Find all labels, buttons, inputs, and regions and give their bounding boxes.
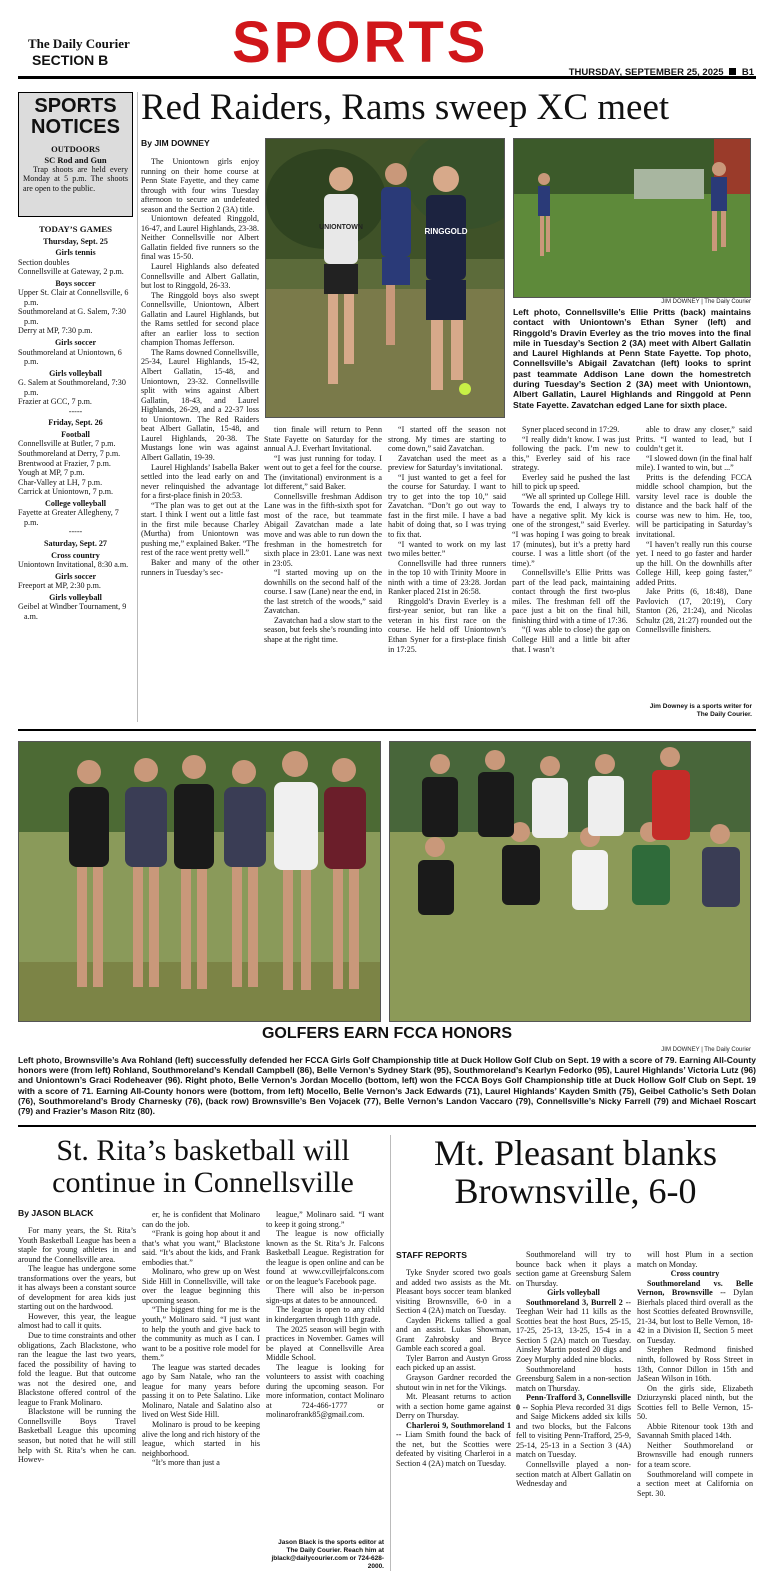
paragraph: “I started off the season not strong. My times are starting to come down,” said Zavatchan. bbox=[388, 425, 506, 454]
paragraph: The league is now officially known as the St. Rita’s Jr. Falcons Basketball League. Registration for the league is open online and can be found at www.cvillejrfalcons.com or on the league’s Facebook page. bbox=[266, 1229, 384, 1286]
result-text: Cayden Pickens tallied a goal and an assist. Lukas Showman, Grant Zahrobsky and Bryce Gamble each scored a goal. bbox=[396, 1315, 511, 1354]
paragraph bbox=[516, 1393, 631, 1460]
paragraph: Molinaro, who grew up on West Side Hill in Connellsville, will take over the league beginning this upcoming season. bbox=[142, 1267, 260, 1305]
games-line: Upper St. Clair at Connellsville, 6 p.m. bbox=[18, 288, 129, 307]
square-icon bbox=[729, 68, 736, 75]
todays-games-list bbox=[18, 225, 133, 725]
paragraph: Connellsville had three runners in the top 10 with Trinity Moore in ninth with a time of 23:28. Jordan Ranker placed 21st in 26:58. bbox=[388, 558, 506, 597]
xc-runners-illustration bbox=[266, 139, 505, 418]
games-heading: Boys soccer bbox=[55, 278, 96, 288]
paragraph: The Rams downed Connellsville, 25-34, Laurel Highlands, 15-42, Albert Gallatin, 15-48, and Uniontown, 23-32. Connellsville split with wins against Albert Gallatin, 18-43, and Laurel Highlands, 26-29, and a 22-37 loss to Uniontown. The Red Raiders beat Albert Gallatin, 15-48, and Laurel Highlands, 20-38. The Mustangs lone win was against Albert Gallatin, 19-39. bbox=[141, 347, 259, 462]
mp-column-2 bbox=[516, 1250, 631, 1568]
notices-title-1: SPORTS bbox=[34, 95, 117, 117]
games-line: G. Salem at Southmoreland, 7:30 p.m. bbox=[18, 378, 126, 397]
paragraph bbox=[637, 1250, 753, 1269]
rita-column-1 bbox=[18, 1226, 136, 1566]
paragraph: league,” Molinaro said. “I want to keep it going strong.” bbox=[266, 1210, 384, 1229]
paragraph: tion finale will return to Penn State Fayette on Saturday for the annual A.J. Everhart Invitational. bbox=[264, 425, 382, 454]
games-line: Uniontown Invitational, 8:30 a.m. bbox=[18, 560, 129, 570]
section-label: SECTION B bbox=[32, 52, 109, 68]
result-lead: Charleroi 9, Southmoreland 1 -- bbox=[396, 1420, 511, 1440]
result-text: Southmoreland hosts Greensburg Salem in a non-section match on Thursday. bbox=[516, 1364, 631, 1393]
golf-headline: GOLFERS EARN FCCA HONORS bbox=[261, 1025, 513, 1042]
paragraph: Jake Pritts (6, 18:48), Dane Pavlovich (17, 20:19), Cory Stanton (26, 21:24), and Nicolas Schultz (28, 21:27) rounded out the Connellsville finishers. bbox=[636, 587, 752, 635]
games-heading: Saturday, Sept. 27 bbox=[44, 538, 107, 548]
result-text: Teeghan Weir had 11 kills as the Scotties beat the host Bucs, 25-15, 17-25, 25-13, 13-25, 15-4 in a Section 5 (2A) match on Tuesday. Ainsley Martin posted 20 digs and Zoey Murphy added nine blocks. bbox=[516, 1307, 631, 1365]
paragraph: Due to time constraints and other obligations, Zach Blackstone, who ran the league the last two years, faced the possibility of having to fold the league. But that outcome was not the desired one, and Blackstone offered control of the league to Frank Molinaro. bbox=[18, 1331, 136, 1407]
date-text: THURSDAY, SEPTEMBER 25, 2025 bbox=[568, 67, 724, 78]
paragraph bbox=[396, 1373, 511, 1392]
games-line: Connellsville at Butler, 7 p.m. bbox=[18, 439, 116, 449]
result-lead: Southmoreland 3, Burrell 2 -- bbox=[526, 1297, 631, 1307]
paragraph: “We all sprinted up College Hill. Towards the end, I always try to have a negative split. My kick is one of the strongest,” said Everley. “I was hoping I was going to break 17 (minutes), but it’s a pretty hard course. I was a little short (of the time).” bbox=[512, 491, 630, 568]
games-line: Carrick at Uniontown, 7 p.m. bbox=[18, 487, 114, 497]
result-text: On the girls side, Elizabeth Dziurzynski placed ninth, but the Scotties fell to Belle Vernon, 15-50. bbox=[637, 1383, 753, 1422]
sports-notices-box bbox=[18, 92, 133, 217]
paragraph: The league is open to any child in kindergarten through 11th grade. bbox=[266, 1305, 384, 1325]
golf-girls-illustration bbox=[19, 742, 381, 1022]
paragraph: Zavatchan had a slow start to the season, but feels she’s rounding into shape at the right time. bbox=[264, 615, 382, 645]
paragraph bbox=[516, 1460, 631, 1489]
games-line: Southmoreland at Uniontown, 6 p.m. bbox=[18, 347, 122, 367]
paragraph: Pritts is the defending FCCA middle school champion, but the varsity level race is double the distance and the back half of the course was new to him. He, too, will be participating in Saturday’s invitational. bbox=[636, 472, 752, 540]
paragraph: The 2025 season will begin with practices in November. Games will be played at Connellsville Area Middle School. bbox=[266, 1324, 384, 1363]
paragraph: Ringgold’s Dravin Everley is a first-year senior, but ran like a veteran in his first race on the course. He held off Uniontown’s Ethan Syner for a first-place finish in 17:25. bbox=[388, 596, 506, 654]
paragraph: “The plan was to get out at the start. I think I went out a little fast in the first mile because Charley (Murtha) from Uniontown was pushing me,” explained Baker. “The rest of the race went pretty well.” bbox=[141, 500, 259, 558]
xc-byline: By JIM DOWNEY bbox=[141, 138, 210, 148]
games-line: Frazier at GCC, 7 p.m. bbox=[18, 397, 92, 407]
paragraph bbox=[637, 1441, 753, 1470]
xc-writer-tag: Jim Downey is a sports writer for The Daily Courier. bbox=[649, 703, 752, 718]
paragraph: The Ringgold boys also swept Connellsville, Uniontown, Albert Gallatin and Laurel Highlands, but the Rams settled for second place after an earlier loss to section champion Thomas Jefferson. bbox=[141, 290, 259, 348]
mp-byline: STAFF REPORTS bbox=[396, 1250, 467, 1260]
paragraph: “I slowed down (in the final half mile). I wanted to win, but ...” bbox=[636, 453, 752, 473]
paragraph: Uniontown defeated Ringgold, 16-47, and Laurel Highlands, 23-38. Neither Connellsville nor Albert Gallatin fielded five runners so the final was 15-50. bbox=[141, 214, 259, 262]
games-heading: Girls tennis bbox=[55, 248, 96, 258]
paper-name: The Daily Courier bbox=[28, 36, 130, 51]
result-text: will host Plum in a section match on Monday. bbox=[637, 1250, 753, 1269]
xc-headline: Red Raiders, Rams sweep XC meet bbox=[141, 87, 670, 128]
games-line: Connellsville at Gateway, 2 p.m. bbox=[18, 267, 124, 277]
paragraph bbox=[637, 1384, 753, 1422]
result-text: Southmoreland will compete in a section meet at California on Sept. 30. bbox=[637, 1469, 753, 1498]
paragraph: “(I was able to close) the gap on College Hill and a little bit after that. I wasn’t bbox=[512, 625, 630, 654]
paragraph: Connellsville’s Ellie Pritts was part of the lead pack, maintaining contact through the first two-plus miles. The freshman fell off the pace just a bit on the final hill, finishing third with a time of 17:36. bbox=[512, 568, 630, 625]
result-text: Liam Smith found the back of the net, but the Scotties were defeated by visiting Charleroi in a Section 4 (2A) match on Tuesday. bbox=[396, 1430, 511, 1468]
games-line: Southmoreland at Derry, 7 p.m. bbox=[18, 449, 121, 459]
sports-title: SPORTS bbox=[232, 10, 489, 75]
paragraph: Everley said he pushed the last hill to pick up speed. bbox=[512, 472, 630, 492]
paragraph bbox=[396, 1316, 511, 1354]
paragraph: “It’s more than just a bbox=[152, 1458, 220, 1468]
paragraph bbox=[637, 1279, 753, 1346]
paragraph: “The biggest thing for me is the youth,” Molinaro said. “I just want to help the youth and give back to the community as much as I can. I want to be a positive role model for them.” bbox=[142, 1305, 260, 1363]
paragraph: For many years, the St. Rita’s Youth Basketball League has been a staple for young athletes in and around the Connellsville area. bbox=[18, 1226, 136, 1264]
xc-column-3 bbox=[388, 425, 506, 725]
games-line: Geibel at Windber Tournament, 9 a.m. bbox=[18, 602, 127, 621]
rita-headline: St. Rita’s basketball will continue in Connellsville bbox=[52, 1134, 354, 1199]
result-text: Tyke Snyder scored two goals and added two assists as the Mt. Pleasant boys soccer team blanked visiting Brownsville, 6-0 in a Section 4 (2A) match on Tuesday. bbox=[396, 1268, 511, 1316]
paragraph: able to draw any closer,” said Pritts. “I wanted to lead, but I couldn’t get it. bbox=[636, 425, 752, 454]
todays-games-title: TODAY’S GAMES bbox=[38, 225, 113, 234]
games-line: Southmoreland at G. Salem, 7:30 p.m. bbox=[18, 307, 126, 326]
golf-caption: Left photo, Brownsville’s Ava Rohland (left) successfully defended her FCCA Girls Golf Championship title at Duck Hollow Golf Club on Sept. 19 with a score of 79. Earning All-County honors were (from left) Rohland, Southmoreland’s Kendall Campbell (86), Belle Vernon’s Sydney Stark (95), Southmoreland’s Kearlyn Fedorko (95), Laurel Highlands’ Victoria Lutz (96) and Uniontown’s Graci Rodeheaver (96). Right photo, Belle Vernon’s Jordan Mocello (bottom, left) won the FCCA Boys Golf Championship title at Duck Hollow Golf Club on Sept. 19 with a score of 71. Earning All-County honors were (bottom, from left) Mocello, Belle Vernon’s Jack Edwards (71), Laurel Highlands’ Kayden Smith (75), Geibel Catholic’s Seth Dolan (76), Southmoreland’s Brody Charnesky (76), (back row) Brownsville’s Ben Vojacek (77), Belle Vernon’s Landon Vaccaro (79), Connellsville’s Nicky Farrell (79) and Michael Roscart (79) and Frazier’s Mason Ritz (80). bbox=[18, 1055, 756, 1117]
paragraph: “I started moving up on the downhills on the second half of the course. I saw (Lane) near the end, in the last stretch of the woods,” said Zavatchan. bbox=[264, 568, 382, 616]
games-heading: Cross country bbox=[51, 550, 100, 560]
paragraph: The league has undergone some transformations over the years, but it has always been a constant source of development for area kids just starting out on the hardwood. bbox=[18, 1264, 136, 1312]
result-lead: Penn-Trafford 3, Connellsville 0 -- bbox=[516, 1393, 631, 1412]
games-line: Derry at MP, 7:30 p.m. bbox=[18, 326, 93, 336]
paragraph: Molinaro is proud to be keeping alive the long and rich history of the league, which started in his neighborhood. bbox=[142, 1420, 260, 1458]
games-lines bbox=[18, 237, 133, 622]
paragraph: Zavatchan used the meet as a preview for Saturday’s invitational. bbox=[388, 453, 506, 473]
rita-writer-tag: Jason Black is the sports editor at The Daily Courier. Reach him at jblack@dailycourier.com or 724-628-2000. bbox=[271, 1539, 384, 1570]
paragraph bbox=[396, 1268, 511, 1316]
paragraph: The league is looking for volunteers to assist with coaching during the upcoming season. For more information, contact Molinaro at 724-466-1777 or molinarofrank85@gmail.com. bbox=[266, 1362, 384, 1420]
result-text: Southmoreland will try to bounce back when it plays a section game at Greensburg Salem on Thursday. bbox=[516, 1250, 631, 1288]
mp-headline: Mt. Pleasant blanks Brownsville, 6-0 bbox=[434, 1133, 717, 1211]
paragraph: The Uniontown girls enjoy running on their home course at Penn State Fayette, and they came through with four wins Tuesday afternoon to secure an undefeated season and the Section 2 (3A) title. bbox=[141, 157, 259, 214]
golf-boys-illustration bbox=[390, 742, 751, 1022]
xc-column-5 bbox=[636, 425, 752, 683]
paragraph: “Frank is going hop about it and that’s what you want,” Blackstone said. “It’s about the kids, and Frank embodies that.” bbox=[142, 1229, 260, 1267]
result-text: Connellsville played a non-section match at Albert Gallatin on Wednesday and bbox=[516, 1460, 631, 1489]
paragraph: Baker and many of the other runners in Tuesday’s sec- bbox=[141, 557, 259, 577]
jersey-ringgold: RINGGOLD bbox=[424, 227, 468, 236]
section-rule-1 bbox=[18, 729, 756, 731]
paragraph bbox=[516, 1298, 631, 1365]
outdoors-heading: OUTDOORS bbox=[51, 144, 100, 154]
paragraph: Connellsville freshman Addison Lane was in the fifth-sixth spot for most of the race, but teammate Abigail Zavatchan made a late move and was able to run down the freshman in the homestretch for sixth place in 23:01. Lane was next in 23:05. bbox=[264, 491, 382, 568]
paragraph bbox=[516, 1250, 631, 1288]
result-text: Abbie Ritenour took 13th and Savannah Smith placed 14th. bbox=[637, 1421, 753, 1441]
result-text: Neither Southmoreland or Brownsville had enough runners for a team score. bbox=[637, 1440, 753, 1470]
paragraph: “I really didn’t know. I was just following the pack. I’m new to this,” Everley said of his race strategy. bbox=[512, 434, 630, 473]
paragraph bbox=[396, 1354, 511, 1373]
issue-date bbox=[569, 67, 754, 78]
games-line: Fayette at Greater Allegheny, 7 p.m. bbox=[18, 508, 119, 527]
rita-column-3 bbox=[266, 1210, 384, 1525]
paragraph bbox=[637, 1470, 753, 1499]
xc-photo-runners bbox=[265, 138, 505, 418]
result-lead: Southmoreland vs. Belle Vernon, Brownsville -- bbox=[637, 1278, 753, 1298]
games-heading: Girls soccer bbox=[54, 571, 97, 581]
games-heading: Girls volleyball bbox=[49, 368, 102, 378]
paragraph: “I wanted to work on my last two miles better.” bbox=[388, 539, 506, 559]
subhead: Cross country bbox=[670, 1269, 720, 1279]
paragraph bbox=[637, 1345, 753, 1383]
bottom-divider bbox=[390, 1135, 391, 1571]
games-line: Freeport at MP, 2:30 p.m. bbox=[18, 581, 101, 591]
golf-boys-photo bbox=[389, 741, 751, 1022]
games-line: Yough at MP, 7 p.m. bbox=[18, 468, 85, 478]
xc-column-2 bbox=[264, 425, 382, 725]
games-heading: Girls volleyball bbox=[49, 592, 102, 602]
games-heading: Football bbox=[61, 429, 90, 439]
games-line: Section doubles bbox=[18, 257, 70, 267]
games-heading: College volleyball bbox=[45, 498, 106, 508]
section-rule-2 bbox=[18, 1125, 756, 1127]
games-heading: Thursday, Sept. 25 bbox=[43, 236, 108, 246]
paragraph: er, he is confident that Molinaro can do the job. bbox=[142, 1210, 260, 1229]
golf-credit: JIM DOWNEY | The Daily Courier bbox=[661, 1047, 751, 1053]
paragraph: Blackstone will be running the Connellsville Boys Travel Basketball League this upcoming season, but noted that he will still help with St. Rita’s when he can. Howev- bbox=[18, 1407, 136, 1465]
masthead bbox=[18, 12, 756, 84]
paragraph bbox=[516, 1365, 631, 1394]
paragraph: “I was just running for today. I went out to get a feel for the course. The (invitational) environment is a lot different,” said Baker. bbox=[264, 453, 382, 492]
paragraph bbox=[637, 1422, 753, 1441]
paragraph: “I just wanted to get a feel for the course for Saturday. I want to try to get into the top 10,” said Zavatchan. “Don’t go out way to fast in the first mile. I have a bad habit of doing that, so I was trying to fix that. bbox=[388, 472, 506, 540]
mp-column-1 bbox=[396, 1268, 511, 1568]
paragraph bbox=[396, 1392, 511, 1421]
paragraph: However, this year, the league almost had to call it quits. bbox=[18, 1311, 136, 1331]
rod-gun-heading: SC Rod and Gun bbox=[44, 155, 107, 165]
mp-column-3 bbox=[637, 1250, 753, 1568]
rita-byline: By JASON BLACK bbox=[18, 1208, 94, 1218]
xc-column-1 bbox=[141, 157, 259, 722]
result-text: Sophia Pleva recorded 31 digs and Saige Mickens added six kills and two blocks, but the Falcons fell to visiting Penn-Trafford, 25-9, 25-14, 25-13 in a Section 3 (4A) match on Tuesday. bbox=[516, 1402, 631, 1460]
jersey-uniontown: UNIONTOWN bbox=[319, 224, 363, 231]
xc-caption: Left photo, Connellsville’s Ellie Pritts (back) maintains contact with Uniontown’s Ethan Syner (left) and Ringgold’s Dravin Everley as the trio moves into the final mile in Tuesday’s Section 2 (3A) meet with Albert Gallatin and Laurel Highlands at Penn State Fayette. Top photo, Connellsville’s Abigail Zavatchan (left) looks to sprint past teammate Addison Lane down the homestretch during Tuesday’s Section 2 (3A) meet with Uniontown, Albert Gallatin, Laurel Highlands and Ringgold at Penn State Fayette. Zavatchan edged Lane for sixth place. bbox=[513, 307, 751, 410]
notices-title-2: NOTICES bbox=[31, 116, 120, 138]
xc-column-4 bbox=[512, 425, 630, 725]
games-heading: Friday, Sept. 26 bbox=[48, 418, 103, 428]
result-text: Stephen Redmond finished ninth, followed by Ross Street in 13th, Connor Dillon in 15th and JaSean Wilson in 16th. bbox=[637, 1345, 753, 1384]
games-line: ----- bbox=[68, 527, 83, 537]
result-text: Tyler Barron and Austyn Gross each picked up an assist. bbox=[396, 1353, 511, 1373]
paragraph: Syner placed second in 17:29. bbox=[522, 425, 620, 434]
games-heading: Girls soccer bbox=[54, 338, 97, 348]
xc-photo-girls bbox=[513, 138, 751, 298]
result-text: Grayson Gardner recorded the shutout win in net for the Vikings. bbox=[396, 1373, 511, 1392]
paragraph bbox=[396, 1421, 511, 1469]
paragraph: “I haven’t really run this course yet. I need to go faster and harder up the hill. On the downhills after College Hill, keep going faster,” added Pritts. bbox=[636, 539, 752, 587]
rita-column-2 bbox=[142, 1210, 260, 1565]
xc-girls-illustration bbox=[514, 139, 751, 298]
paragraph: Laurel Highlands’ Isabella Baker settled into the lead early on and never relinquished the advantage for a first-place finish in 20:53. bbox=[141, 462, 259, 501]
paragraph: The league was started decades ago by Sam Natale, who ran the league for many years before passing it on to Pete Salatino. Like Molinaro, Natale and Salatino also lived on West Side Hill. bbox=[142, 1362, 260, 1420]
xc-credit: JIM DOWNEY | The Daily Courier bbox=[661, 299, 751, 305]
page-number: B1 bbox=[741, 67, 754, 78]
games-line: ----- bbox=[68, 406, 83, 416]
games-line: Char-Valley at LH, 7 p.m. bbox=[18, 477, 103, 487]
paragraph: There will also be in-person sign-ups at dates to be announced. bbox=[266, 1286, 384, 1305]
paragraph: Laurel Highlands also defeated Connellsville and Albert Gallatin, but lost to Ringgold, 26-33. bbox=[141, 262, 259, 291]
result-text: Dylan Bierhals placed third overall as the host Scotties defeated Brownsville, 21-34, but lost to Belle Vernon, 18-42 in a Division II, Section 5 meet on Tuesday. bbox=[637, 1288, 753, 1345]
games-line: Brentwood at Frazier, 7 p.m. bbox=[18, 458, 111, 468]
rod-gun-text: Trap shoots are held every Monday at 5 p.m. The shoots are open to the public. bbox=[23, 165, 128, 193]
subhead: Girls volleyball bbox=[547, 1288, 600, 1298]
sidebar-divider bbox=[137, 92, 138, 722]
golf-girls-photo bbox=[18, 741, 381, 1022]
result-text: Mt. Pleasant returns to action with a section home game against Derry on Thursday. bbox=[396, 1392, 511, 1421]
